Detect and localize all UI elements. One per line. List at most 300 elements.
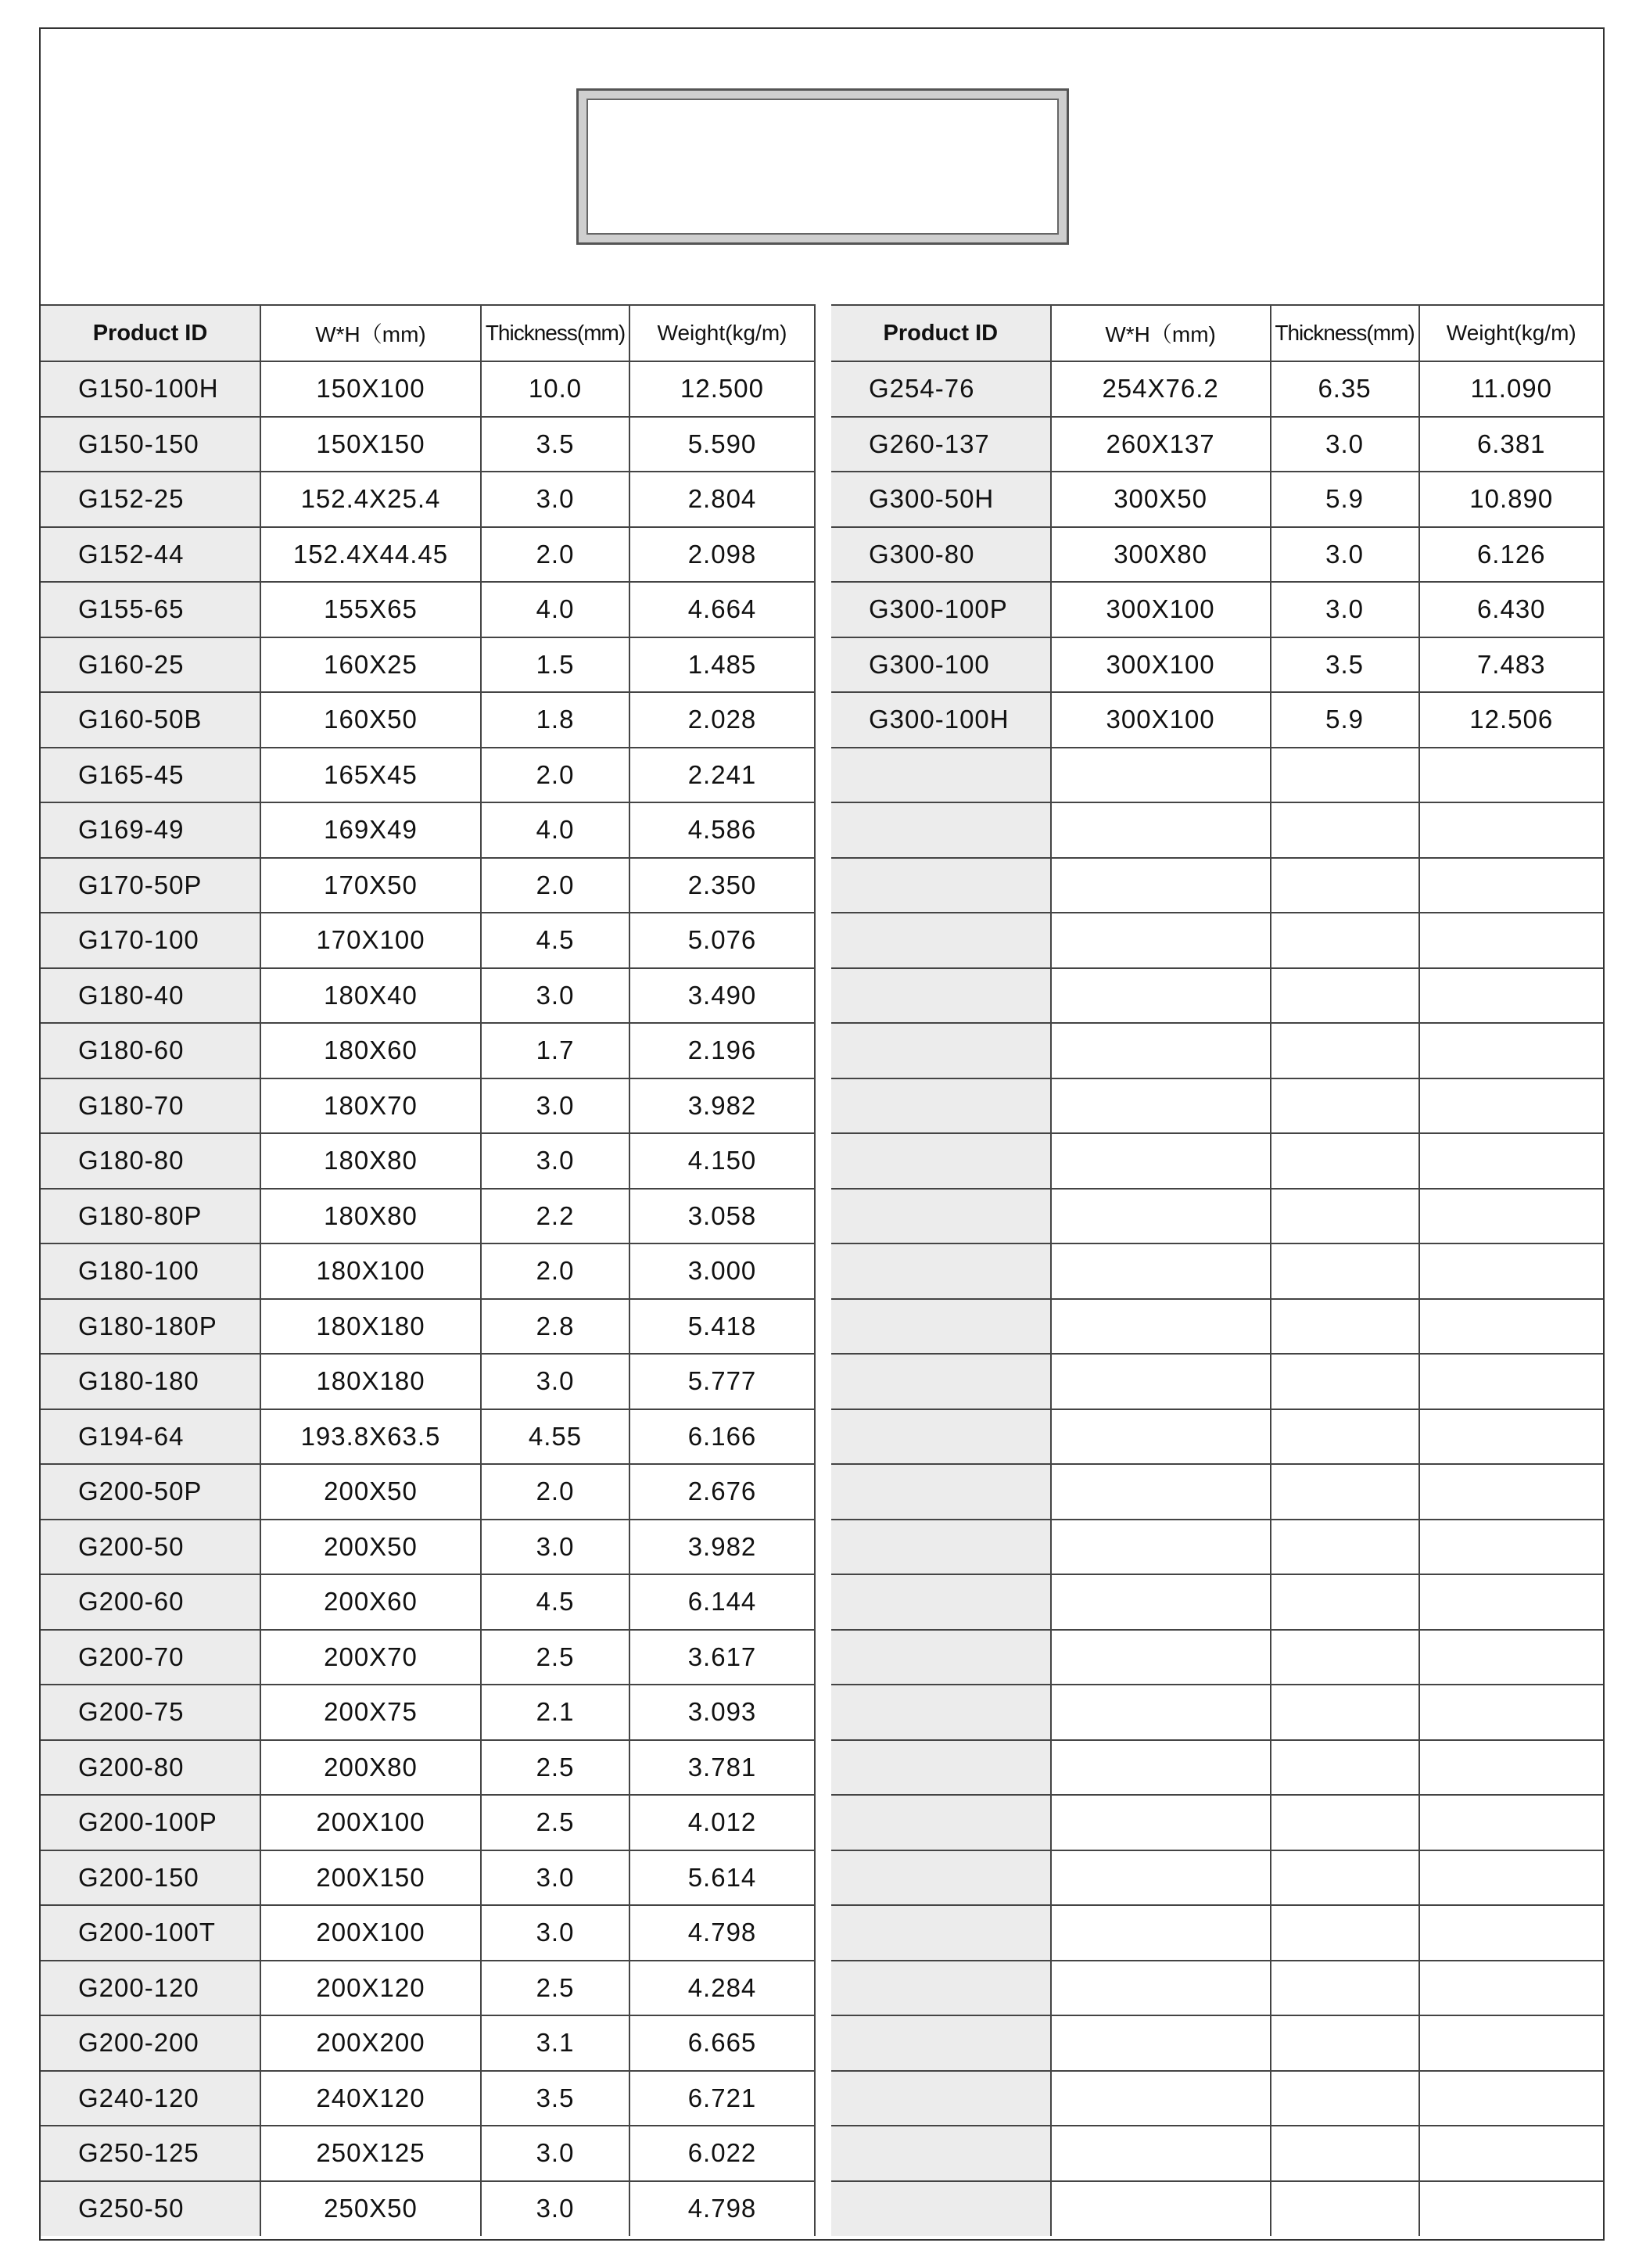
- cell-wh: [1051, 748, 1271, 803]
- cell-weight: 7.483: [1419, 637, 1603, 693]
- cell-weight: [1419, 913, 1603, 968]
- table-row: [41, 1023, 815, 1078]
- cell-wh: [1051, 1961, 1271, 2016]
- cell-product-id: [831, 1740, 1051, 1796]
- cell-thickness: [1271, 1520, 1419, 1575]
- cell-weight: [1419, 1685, 1603, 1740]
- cell-wh: 300X50: [1051, 472, 1271, 527]
- cell-wh: [1051, 913, 1271, 968]
- cell-weight: [1419, 2126, 1603, 2181]
- table-row: [41, 1961, 815, 2016]
- table-header-row: [41, 305, 815, 361]
- cell-wh: 300X100: [1051, 637, 1271, 693]
- table-row: [831, 913, 1603, 968]
- cell-wh: 180X80: [260, 1189, 481, 1244]
- header-weight: Weight(kg/m): [629, 305, 815, 361]
- cell-product-id: G300-80: [831, 527, 1051, 583]
- table-row: [831, 1795, 1603, 1850]
- cell-wh: 170X100: [260, 913, 481, 968]
- cell-wh: [1051, 1795, 1271, 1850]
- cell-wh: 200X70: [260, 1630, 481, 1685]
- cell-weight: 2.350: [629, 858, 815, 913]
- table-row: [831, 1685, 1603, 1740]
- header-weight: Weight(kg/m): [1419, 305, 1603, 361]
- cell-product-id: [831, 1464, 1051, 1520]
- table-row: [41, 1520, 815, 1575]
- table-row: [41, 1795, 815, 1850]
- cell-weight: [1419, 1243, 1603, 1299]
- cell-weight: 6.430: [1419, 582, 1603, 637]
- cell-wh: 300X80: [1051, 527, 1271, 583]
- cell-weight: 6.126: [1419, 527, 1603, 583]
- cell-thickness: [1271, 858, 1419, 913]
- cell-wh: 200X80: [260, 1740, 481, 1796]
- table-row: [831, 858, 1603, 913]
- profile-inner-hollow: [586, 99, 1059, 235]
- cell-weight: [1419, 1078, 1603, 1134]
- cell-thickness: 3.0: [481, 1078, 629, 1134]
- cell-thickness: 3.0: [481, 2181, 629, 2237]
- cell-wh: [1051, 1740, 1271, 1796]
- cell-thickness: 3.0: [1271, 417, 1419, 472]
- cell-product-id: G165-45: [41, 748, 260, 803]
- cell-thickness: 2.0: [481, 748, 629, 803]
- cell-weight: [1419, 1630, 1603, 1685]
- cell-product-id: [831, 1795, 1051, 1850]
- cell-weight: 3.982: [629, 1078, 815, 1134]
- cell-weight: 3.058: [629, 1189, 815, 1244]
- cell-product-id: [831, 913, 1051, 968]
- cell-weight: 2.196: [629, 1023, 815, 1078]
- cell-weight: [1419, 1464, 1603, 1520]
- cell-product-id: G200-50: [41, 1520, 260, 1575]
- cell-weight: 4.150: [629, 1133, 815, 1189]
- cell-product-id: G155-65: [41, 582, 260, 637]
- cell-weight: 3.000: [629, 1243, 815, 1299]
- cell-product-id: G160-50B: [41, 692, 260, 748]
- cell-thickness: [1271, 1795, 1419, 1850]
- cell-thickness: 2.5: [481, 1795, 629, 1850]
- cell-wh: 200X150: [260, 1850, 481, 1906]
- cell-product-id: G150-150: [41, 417, 260, 472]
- table-row: [831, 417, 1603, 472]
- table-row: [831, 582, 1603, 637]
- cell-wh: 193.8X63.5: [260, 1409, 481, 1465]
- cell-wh: 300X100: [1051, 582, 1271, 637]
- cell-wh: 200X50: [260, 1520, 481, 1575]
- cell-wh: 180X70: [260, 1078, 481, 1134]
- cell-thickness: [1271, 1189, 1419, 1244]
- cell-product-id: [831, 1133, 1051, 1189]
- table-row: [831, 692, 1603, 748]
- cell-wh: [1051, 1189, 1271, 1244]
- cell-thickness: 3.0: [481, 1520, 629, 1575]
- cell-thickness: 2.5: [481, 1961, 629, 2016]
- cell-wh: [1051, 1685, 1271, 1740]
- cell-weight: [1419, 2071, 1603, 2126]
- cell-wh: 180X180: [260, 1299, 481, 1355]
- cell-thickness: 3.0: [481, 472, 629, 527]
- cell-thickness: 1.5: [481, 637, 629, 693]
- table-row: [41, 1133, 815, 1189]
- cell-wh: 300X100: [1051, 692, 1271, 748]
- table-row: [41, 1409, 815, 1465]
- cell-wh: [1051, 1850, 1271, 1906]
- rectangular-profile-drawing: [576, 88, 1069, 245]
- table-row: [831, 1023, 1603, 1078]
- cell-weight: 6.022: [629, 2126, 815, 2181]
- table-row: [41, 637, 815, 693]
- table-row: [831, 1078, 1603, 1134]
- cell-weight: 2.676: [629, 1464, 815, 1520]
- cell-weight: 1.485: [629, 637, 815, 693]
- cell-product-id: G180-40: [41, 968, 260, 1024]
- cell-weight: 4.012: [629, 1795, 815, 1850]
- cell-product-id: [831, 1905, 1051, 1961]
- cell-wh: 180X100: [260, 1243, 481, 1299]
- cell-weight: [1419, 2181, 1603, 2237]
- table-row: [831, 361, 1603, 417]
- cell-product-id: [831, 1850, 1051, 1906]
- cell-thickness: 3.0: [481, 1133, 629, 1189]
- cell-wh: [1051, 1243, 1271, 1299]
- cell-weight: [1419, 1850, 1603, 1906]
- cell-thickness: [1271, 1685, 1419, 1740]
- table-row: [831, 1464, 1603, 1520]
- table-row: [831, 1520, 1603, 1575]
- cell-product-id: G200-60: [41, 1574, 260, 1630]
- cell-product-id: G200-150: [41, 1850, 260, 1906]
- cell-wh: [1051, 1299, 1271, 1355]
- header-thickness: Thickness(mm): [481, 305, 629, 361]
- cell-thickness: 5.9: [1271, 692, 1419, 748]
- cell-product-id: [831, 1630, 1051, 1685]
- table-row: [831, 1961, 1603, 2016]
- table-row: [831, 1243, 1603, 1299]
- cell-weight: 5.418: [629, 1299, 815, 1355]
- cell-thickness: 3.5: [1271, 637, 1419, 693]
- cell-weight: [1419, 1299, 1603, 1355]
- cell-product-id: G254-76: [831, 361, 1051, 417]
- table-row: [41, 2126, 815, 2181]
- table-row: [41, 1243, 815, 1299]
- cell-weight: 4.798: [629, 2181, 815, 2237]
- table-row: [41, 1189, 815, 1244]
- cell-product-id: [831, 1189, 1051, 1244]
- cell-weight: [1419, 802, 1603, 858]
- cell-thickness: 2.0: [481, 527, 629, 583]
- cell-product-id: [831, 1243, 1051, 1299]
- cell-product-id: [831, 1299, 1051, 1355]
- cell-product-id: G180-80P: [41, 1189, 260, 1244]
- cell-product-id: G200-100T: [41, 1905, 260, 1961]
- cell-thickness: 3.5: [481, 2071, 629, 2126]
- cell-product-id: G169-49: [41, 802, 260, 858]
- cell-weight: 12.506: [1419, 692, 1603, 748]
- table-row: [41, 692, 815, 748]
- cell-product-id: G200-120: [41, 1961, 260, 2016]
- cell-product-id: G180-80: [41, 1133, 260, 1189]
- cell-wh: [1051, 2181, 1271, 2237]
- cell-wh: 200X200: [260, 2015, 481, 2071]
- table-row: [831, 1850, 1603, 1906]
- table-row: [41, 1464, 815, 1520]
- table-row: [41, 1354, 815, 1409]
- cell-thickness: [1271, 2015, 1419, 2071]
- cell-product-id: G300-100P: [831, 582, 1051, 637]
- table-row: [831, 1574, 1603, 1630]
- table-row: [41, 1850, 815, 1906]
- cell-thickness: [1271, 1630, 1419, 1685]
- table-row: [41, 2181, 815, 2237]
- cell-thickness: 4.55: [481, 1409, 629, 1465]
- cell-wh: 150X150: [260, 417, 481, 472]
- cell-thickness: [1271, 1023, 1419, 1078]
- cell-weight: 2.241: [629, 748, 815, 803]
- cell-wh: [1051, 2126, 1271, 2181]
- cell-weight: [1419, 1961, 1603, 2016]
- table-row: [831, 2126, 1603, 2181]
- cell-wh: 152.4X44.45: [260, 527, 481, 583]
- cell-wh: 170X50: [260, 858, 481, 913]
- cell-weight: [1419, 1905, 1603, 1961]
- cell-product-id: [831, 1023, 1051, 1078]
- cell-thickness: 3.0: [481, 2126, 629, 2181]
- cell-weight: 5.076: [629, 913, 815, 968]
- cell-weight: 6.381: [1419, 417, 1603, 472]
- table-row: [831, 1409, 1603, 1465]
- cell-product-id: G180-180P: [41, 1299, 260, 1355]
- cell-thickness: [1271, 1243, 1419, 1299]
- cell-weight: 6.721: [629, 2071, 815, 2126]
- cell-wh: 160X50: [260, 692, 481, 748]
- cell-thickness: [1271, 2181, 1419, 2237]
- cell-thickness: 2.5: [481, 1630, 629, 1685]
- cell-product-id: G152-25: [41, 472, 260, 527]
- table-row: [41, 1630, 815, 1685]
- cell-thickness: 2.2: [481, 1189, 629, 1244]
- cell-product-id: G160-25: [41, 637, 260, 693]
- cell-product-id: [831, 2181, 1051, 2237]
- cell-wh: 200X100: [260, 1795, 481, 1850]
- cell-thickness: [1271, 802, 1419, 858]
- table-row: [831, 1905, 1603, 1961]
- cell-wh: 200X60: [260, 1574, 481, 1630]
- cell-thickness: [1271, 2126, 1419, 2181]
- cell-wh: 150X100: [260, 361, 481, 417]
- cell-weight: 4.664: [629, 582, 815, 637]
- cell-wh: 180X60: [260, 1023, 481, 1078]
- cell-product-id: [831, 1961, 1051, 2016]
- cell-product-id: G240-120: [41, 2071, 260, 2126]
- cell-thickness: 4.0: [481, 582, 629, 637]
- cell-product-id: G200-200: [41, 2015, 260, 2071]
- cell-weight: [1419, 1795, 1603, 1850]
- cell-thickness: [1271, 1850, 1419, 1906]
- cell-weight: [1419, 1023, 1603, 1078]
- cell-thickness: 2.0: [481, 858, 629, 913]
- cell-thickness: [1271, 1961, 1419, 2016]
- table-row: [831, 2015, 1603, 2071]
- cell-product-id: G300-100: [831, 637, 1051, 693]
- cell-product-id: G200-50P: [41, 1464, 260, 1520]
- table-row: [831, 2071, 1603, 2126]
- cell-wh: [1051, 1574, 1271, 1630]
- cell-thickness: [1271, 1409, 1419, 1465]
- cell-wh: [1051, 802, 1271, 858]
- cell-product-id: G150-100H: [41, 361, 260, 417]
- cell-thickness: 10.0: [481, 361, 629, 417]
- table-row: [41, 417, 815, 472]
- cell-product-id: [831, 858, 1051, 913]
- header-wh: W*H（mm): [260, 305, 481, 361]
- cell-product-id: G180-70: [41, 1078, 260, 1134]
- cell-weight: [1419, 1574, 1603, 1630]
- cell-thickness: 4.0: [481, 802, 629, 858]
- cell-product-id: G180-60: [41, 1023, 260, 1078]
- cell-wh: [1051, 1464, 1271, 1520]
- table-row: [831, 1740, 1603, 1796]
- cell-thickness: 5.9: [1271, 472, 1419, 527]
- cell-wh: 200X120: [260, 1961, 481, 2016]
- table-row: [831, 802, 1603, 858]
- cell-product-id: [831, 1409, 1051, 1465]
- table-row: [41, 1740, 815, 1796]
- cell-wh: 200X100: [260, 1905, 481, 1961]
- cell-thickness: 3.0: [481, 968, 629, 1024]
- cell-weight: [1419, 1354, 1603, 1409]
- cell-weight: 2.098: [629, 527, 815, 583]
- cell-product-id: G250-50: [41, 2181, 260, 2237]
- cell-weight: 3.093: [629, 1685, 815, 1740]
- cell-wh: [1051, 2015, 1271, 2071]
- cell-thickness: 2.5: [481, 1740, 629, 1796]
- cell-weight: 4.798: [629, 1905, 815, 1961]
- cell-thickness: [1271, 748, 1419, 803]
- cell-product-id: [831, 1685, 1051, 1740]
- cell-product-id: [831, 748, 1051, 803]
- cell-wh: [1051, 968, 1271, 1024]
- cell-product-id: [831, 2126, 1051, 2181]
- table-row: [831, 1354, 1603, 1409]
- cell-thickness: 1.8: [481, 692, 629, 748]
- cell-wh: 155X65: [260, 582, 481, 637]
- cell-product-id: G180-100: [41, 1243, 260, 1299]
- cell-product-id: [831, 1574, 1051, 1630]
- cell-product-id: G250-125: [41, 2126, 260, 2181]
- table-row: [41, 1574, 815, 1630]
- cell-weight: 4.586: [629, 802, 815, 858]
- cell-weight: 5.590: [629, 417, 815, 472]
- cell-wh: 152.4X25.4: [260, 472, 481, 527]
- table-row: [41, 858, 815, 913]
- table-row: [41, 1299, 815, 1355]
- cell-wh: 165X45: [260, 748, 481, 803]
- cell-wh: [1051, 1409, 1271, 1465]
- cell-thickness: 3.0: [481, 1850, 629, 1906]
- cell-weight: [1419, 968, 1603, 1024]
- table-row: [41, 472, 815, 527]
- cell-weight: 5.777: [629, 1354, 815, 1409]
- cell-weight: 3.982: [629, 1520, 815, 1575]
- cell-product-id: [831, 2071, 1051, 2126]
- table-row: [41, 1685, 815, 1740]
- header-thickness: Thickness(mm): [1271, 305, 1419, 361]
- cell-wh: 160X25: [260, 637, 481, 693]
- cell-thickness: 6.35: [1271, 361, 1419, 417]
- cell-thickness: 4.5: [481, 913, 629, 968]
- cell-product-id: [831, 1078, 1051, 1134]
- cell-product-id: [831, 802, 1051, 858]
- cell-thickness: 3.1: [481, 2015, 629, 2071]
- spec-sheet: [39, 27, 1605, 2241]
- table-row: [831, 527, 1603, 583]
- cell-weight: 3.781: [629, 1740, 815, 1796]
- cell-thickness: [1271, 968, 1419, 1024]
- table-row: [41, 1905, 815, 1961]
- cell-weight: 6.166: [629, 1409, 815, 1465]
- cell-wh: 180X40: [260, 968, 481, 1024]
- cell-thickness: [1271, 1078, 1419, 1134]
- table-row: [831, 748, 1603, 803]
- cell-weight: 3.490: [629, 968, 815, 1024]
- cell-thickness: [1271, 1354, 1419, 1409]
- cell-thickness: 2.0: [481, 1243, 629, 1299]
- cell-weight: 12.500: [629, 361, 815, 417]
- cell-product-id: G200-100P: [41, 1795, 260, 1850]
- cell-thickness: [1271, 1464, 1419, 1520]
- cell-wh: 169X49: [260, 802, 481, 858]
- cell-weight: [1419, 1133, 1603, 1189]
- cell-thickness: [1271, 1574, 1419, 1630]
- table-row: [831, 1630, 1603, 1685]
- cell-wh: [1051, 1630, 1271, 1685]
- cell-weight: 4.284: [629, 1961, 815, 2016]
- cell-wh: [1051, 1078, 1271, 1134]
- cell-weight: 2.804: [629, 472, 815, 527]
- cell-product-id: G260-137: [831, 417, 1051, 472]
- cell-product-id: G200-70: [41, 1630, 260, 1685]
- header-product-id: Product ID: [831, 305, 1051, 361]
- table-header-row: [831, 305, 1603, 361]
- table-row: [41, 802, 815, 858]
- cell-product-id: G152-44: [41, 527, 260, 583]
- cell-thickness: 2.1: [481, 1685, 629, 1740]
- cell-weight: 6.665: [629, 2015, 815, 2071]
- cell-thickness: [1271, 1133, 1419, 1189]
- cell-weight: [1419, 1189, 1603, 1244]
- cell-wh: 240X120: [260, 2071, 481, 2126]
- cell-thickness: [1271, 1299, 1419, 1355]
- cell-product-id: G170-50P: [41, 858, 260, 913]
- cell-product-id: [831, 1354, 1051, 1409]
- cell-wh: 254X76.2: [1051, 361, 1271, 417]
- table-row: [831, 1299, 1603, 1355]
- table-row: [41, 968, 815, 1024]
- cell-product-id: G200-80: [41, 1740, 260, 1796]
- cell-thickness: 3.0: [481, 1905, 629, 1961]
- header-wh: W*H（mm): [1051, 305, 1271, 361]
- table-row: [831, 472, 1603, 527]
- cell-product-id: [831, 968, 1051, 1024]
- cell-weight: [1419, 1409, 1603, 1465]
- cell-weight: 5.614: [629, 1850, 815, 1906]
- cell-thickness: 2.8: [481, 1299, 629, 1355]
- cell-weight: 10.890: [1419, 472, 1603, 527]
- cell-thickness: 3.0: [1271, 527, 1419, 583]
- table-row: [41, 527, 815, 583]
- cell-wh: [1051, 858, 1271, 913]
